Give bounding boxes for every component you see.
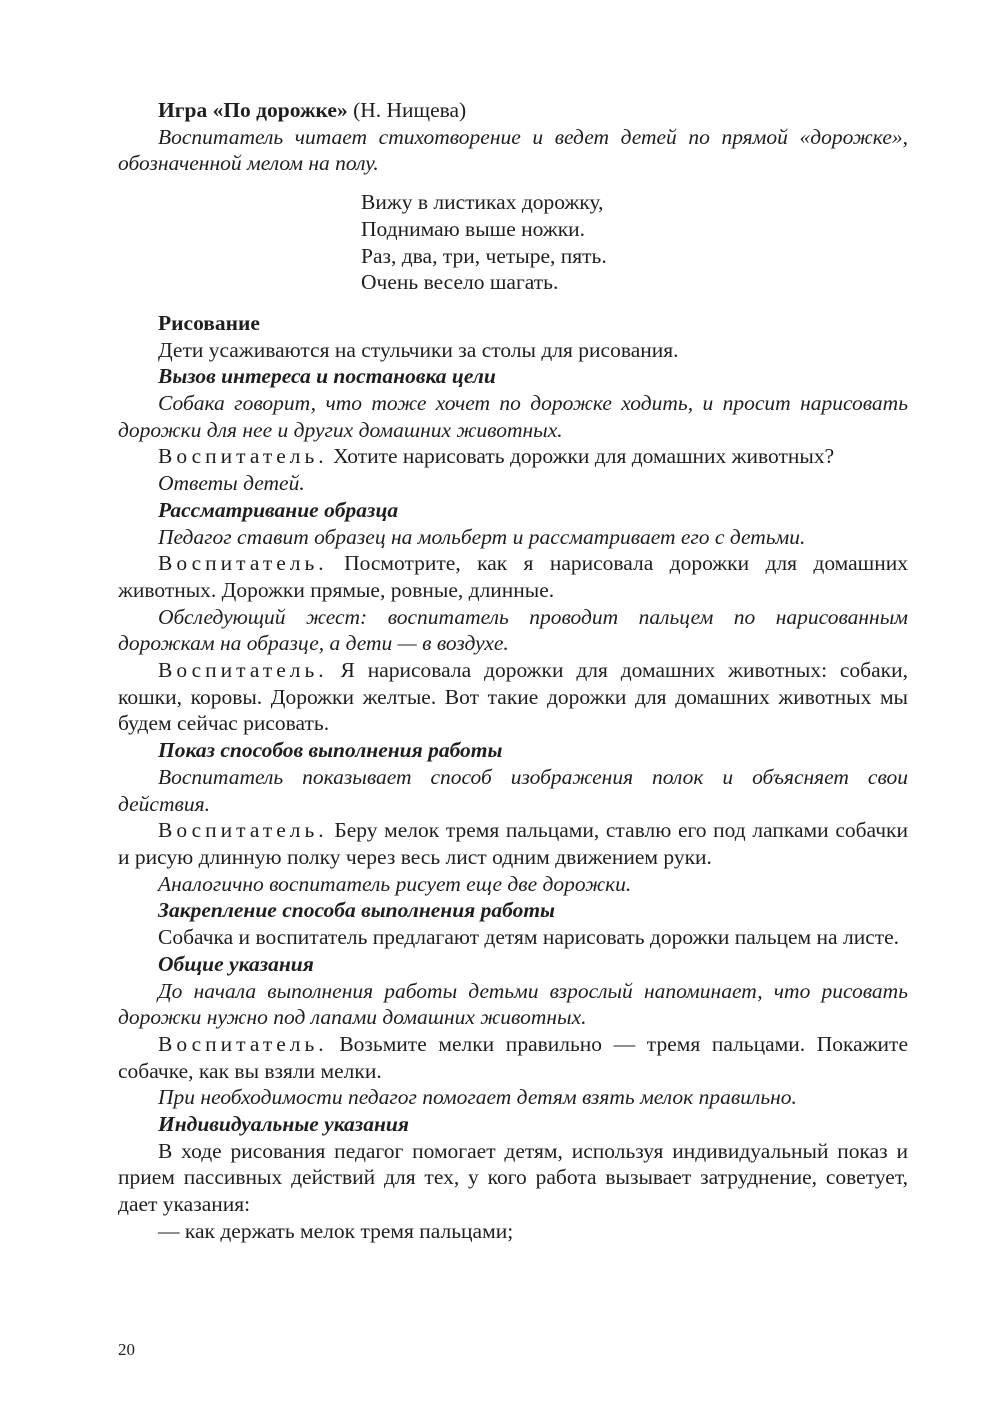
paragraph: Собака говорит, что тоже хочет по дорожке ходить, и просит нарисовать дорожки для нее и других домашних животных. [118, 391, 908, 442]
paragraph: Дети усаживаются на стульчики за столы для рисования. [158, 337, 679, 362]
dialogue-line [118, 443, 908, 470]
paragraph: Обследующий жест: воспитатель проводит пальцем по нарисованным дорожкам на образце, а дети — в воздухе. [118, 604, 908, 656]
poem-line: Вижу в листиках дорожку, [361, 190, 604, 215]
paragraph: Педагог ставит образец на мольберт и рассматривает его с детьми. [158, 524, 806, 549]
subheading-interest: Вызов интереса и постановка цели [158, 364, 496, 389]
paragraph: При необходимости педагог помогает детям взять мелок правильно. [158, 1085, 797, 1110]
dialogue-text: Я нарисовала дорожки для домашних животных: собаки, кошки, коровы. Дорожки желтые. Вот такие дорожки для домашних животных мы будем сейчас рисовать. [118, 658, 908, 736]
game-title-line [118, 97, 908, 124]
subheading-reinforce: Закрепление способа выполнения работы [158, 898, 555, 923]
speaker-label: Воспитатель. [158, 444, 328, 469]
section-heading-drawing: Рисование [158, 310, 260, 335]
dialogue-text: Посмотрите, как я нарисовала дорожки для домашних животных. Дорожки прямые, ровные, длинные. [118, 551, 908, 602]
subheading-demo: Показ способов выполнения работы [158, 738, 503, 763]
dialogue-text: Беру мелок тремя пальцами, ставлю его под лапками собачки и рисую длинную полку через весь лист одним движением руки. [118, 818, 908, 869]
subheading-individual: Индивидуальные указания [158, 1112, 409, 1137]
speaker-label: Воспитатель. [158, 1031, 328, 1056]
subheading-sample: Рассматривание образца [158, 497, 399, 522]
poem-line: Поднимаю выше ножки. [361, 216, 586, 241]
speaker-label: Воспитатель. [158, 658, 328, 683]
speaker-label: Воспитатель. [158, 818, 328, 843]
paragraph: Собачка и воспитатель предлагают детям нарисовать дорожки пальцем на листе. [158, 925, 900, 950]
subheading-general: Общие указания [158, 951, 314, 976]
poem-line: Раз, два, три, четыре, пять. [361, 243, 607, 268]
page-number: 20 [118, 1340, 135, 1359]
paragraph: В ходе рисования педагог помогает детям, используя индивидуальный показ и прием пассивных действий для тех, у кого работа вызывает затруднение, советует, дает указания: [118, 1138, 908, 1217]
paragraph: Ответы детей. [158, 471, 305, 496]
game-author: (Н. Нищева) [353, 98, 467, 122]
dialogue-text: Хотите нарисовать дорожки для домашних животных? [333, 444, 835, 469]
page-content [118, 97, 908, 1245]
poem [361, 189, 908, 296]
dialogue-text: Возьмите мелки правильно — тремя пальцами. Покажите собачке, как вы взяли мелки. [118, 1031, 908, 1083]
dialogue-line [118, 657, 908, 737]
game-intro: Воспитатель читает стихотворение и ведет детей по прямой «дорожке», обозначенной мелом на полу. [118, 124, 908, 176]
game-title: Игра «По дорожке» [158, 98, 348, 122]
dialogue-line [118, 817, 908, 870]
speaker-label: Воспитатель. [158, 551, 328, 576]
paragraph: Аналогично воспитатель рисует еще две дорожки. [158, 871, 632, 896]
paragraph: Воспитатель показывает способ изображения полок и объясняет свои действия. [118, 764, 908, 816]
dialogue-line [118, 1031, 908, 1084]
list-item: — как держать мелок тремя пальцами; [158, 1218, 514, 1243]
poem-line: Очень весело шагать. [361, 270, 559, 295]
paragraph: До начала выполнения работы детьми взрослый напоминает, что рисовать дорожки нужно под лапами домашних животных. [118, 978, 908, 1030]
dialogue-line [118, 550, 908, 603]
